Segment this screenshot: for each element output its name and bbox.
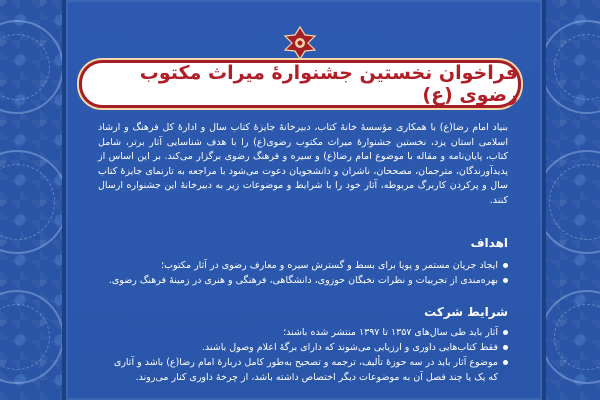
list-item: ایجاد جریان مستمر و پویا برای بسط و گسترش سیره و معارف رضوی در آثار مکتوب؛: [108, 258, 508, 273]
conditions-heading: شرایط شرکت: [424, 305, 508, 319]
page-title: فراخوان نخستین جشنوارهٔ میراث مکتوب رضوی (ع): [139, 62, 518, 106]
list-item: آثار باید طی سال‌های ۱۳۵۷ تا ۱۳۹۷ منتشر شده باشند؛: [108, 325, 508, 340]
intro-paragraph: بنیاد امام رضا(ع) با همکاری مؤسسهٔ خانهٔ کتاب، دبیرخانهٔ جایزهٔ کتاب سال و ادارهٔ کل فرهنگ و ارشاد اسلامی استان یزد، نخستین جشنوارهٔ میراث مکتوب رضوی(ع) را با هدف شناسایی آثار برتر، شامل کتاب، پایان‌نامه و مقاله با موضوع امام رضا(ع) و سیره و فرهنگ رضوی برگزار می‌کند. بر این اساس از پدیدآورندگان، مترجمان، مصححان، ناشران و دانشجویان دعوت می‌شود با مراجعه به تارنمای جایزهٔ کتاب سال و پرکردن کاربرگ مربوطه، آثار خود را با شرایط و موضوعات زیر به دبیرخانهٔ این جشنواره ارسال کنند.: [98, 122, 508, 206]
title-banner: [82, 63, 518, 105]
goals-list: [108, 258, 508, 288]
list-item: موضوع آثار باید در سه حوزهٔ تألیف، ترجمه و تصحیح به‌طور کامل دربارهٔ امام رضا(ع) باشد و آثاری که یک یا چند فصل آن به موضوعات دیگر اختصاص داشته باشد، از چرخهٔ داوری کنار می‌روند.: [108, 355, 508, 385]
islamic-medallion-icon: [283, 26, 317, 60]
conditions-list: [108, 325, 508, 385]
list-item: فقط کتاب‌هایی داوری و ارزیابی می‌شوند که دارای برگهٔ اعلام وصول باشند.: [108, 340, 508, 355]
goals-heading: اهداف: [470, 236, 508, 250]
list-item: بهره‌مندی از تجربیات و نظرات نخبگان حوزوی، دانشگاهی، فرهنگی و هنری در زمینهٔ فرهنگ رضوی.: [108, 273, 508, 288]
